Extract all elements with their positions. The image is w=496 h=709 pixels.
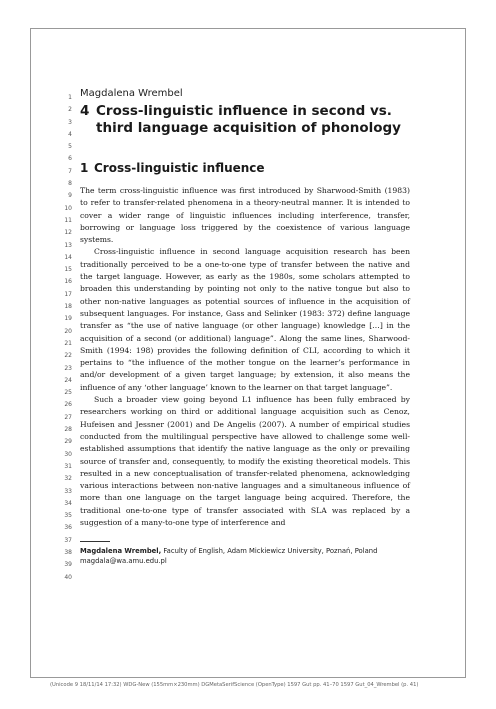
line-number: 30 (64, 450, 72, 458)
line-number: 31 (64, 462, 72, 470)
line-number: 4 (68, 130, 72, 138)
line-number: 19 (64, 315, 72, 323)
footnote-rule (80, 541, 110, 542)
line-number: 6 (68, 155, 72, 163)
crop-mark-left (30, 28, 31, 678)
line-number: 28 (64, 426, 72, 434)
footnote-affiliation: Faculty of English, Adam Mickiewicz University, Poznań, Poland (163, 547, 378, 556)
footnote-email: magdala@wa.amu.edu.pl (80, 557, 167, 566)
line-number: 35 (64, 512, 72, 520)
line-number: 2 (68, 106, 72, 114)
line-number: 33 (64, 487, 72, 495)
crop-mark-bottom (30, 677, 466, 678)
author-footnote (80, 546, 410, 566)
chapter-title-line-1: Cross-linguistic influence in second vs. (96, 103, 392, 119)
line-number: 14 (64, 253, 72, 261)
line-number: 26 (64, 401, 72, 409)
line-number: 32 (64, 475, 72, 483)
line-number: 24 (64, 376, 72, 384)
section-heading (80, 161, 410, 175)
author-name: Magdalena Wrembel (80, 88, 183, 99)
section-number: 1 (80, 161, 89, 175)
line-number: 37 (64, 536, 72, 544)
line-number: 36 (64, 524, 72, 532)
chapter-title-line-2: third language acquisition of phonology (96, 120, 401, 136)
line-number: 12 (64, 229, 72, 237)
line-number: 8 (68, 180, 72, 188)
section-title: Cross-linguistic influence (94, 161, 265, 175)
line-number: 40 (64, 573, 72, 581)
line-number: 21 (64, 339, 72, 347)
line-number: 3 (68, 118, 72, 126)
line-number: 1 (68, 94, 72, 101)
crop-mark-right (465, 28, 466, 678)
line-number: 5 (68, 143, 72, 151)
line-number: 34 (64, 499, 72, 507)
line-number: 18 (64, 303, 72, 311)
line-number-column (56, 92, 72, 584)
line-number: 9 (68, 192, 72, 200)
line-number: 23 (64, 364, 72, 372)
line-number: 27 (64, 413, 72, 421)
line-number: 39 (64, 561, 72, 569)
crop-mark-top (30, 28, 466, 29)
paragraph-2: Cross-linguistic influence in second language acquisition research has been traditionally perceived to be a one-to-one type of transfer between the native and the target language. However, as early as the 1980s, some scholars attempted to broaden this understanding by pointing not only to the native tongue but also to other non-native languages as potential sources of influence in the acquisition of subsequent languages. For instance, Gass and Selinker (1983: 372) define language transfer as “the use of native language (or other language) knowledge […] in the acquisition of a second (or additional) language”. Along the same lines, Sharwood-Smith (1994: 198) provides the following definition of CLI, according to which it pertains to “the influence of the mother tongue on the learner’s performance in and/or development of a given target language; by extension, it also means the influence of any ‘other language’ known to the learner on that target language”. (80, 247, 410, 392)
page-body (80, 87, 410, 566)
print-slug-line: (Unicode 9 18/11/14 17:32) WDG-New (155mm×230mm) DGMetaSerifScience (OpenType) 1597 Gut pp. 41–70 1597 Gut_04_Wrembel (p. 41) (50, 682, 419, 688)
line-number: 20 (64, 327, 72, 335)
line-number: 7 (68, 167, 72, 175)
paragraph-1: The term cross-linguistic influence was first introduced by Sharwood-Smith (1983) to refer to transfer-related phenomena in a theory-neutral manner. It is intended to cover a wider range of linguistic influences including interference, transfer, borrowing or language loss triggered by the coexistence of various language systems. (80, 186, 410, 245)
line-number: 13 (64, 241, 72, 249)
line-number: 10 (64, 204, 72, 212)
footnote-author-name: Magdalena Wrembel, (80, 547, 162, 556)
line-number: 17 (64, 290, 72, 298)
line-number: 25 (64, 389, 72, 397)
chapter-title-text (96, 103, 401, 137)
chapter-title (80, 103, 410, 137)
line-number: 38 (64, 548, 72, 556)
line-number: 15 (64, 266, 72, 274)
line-number: 29 (64, 438, 72, 446)
paragraph-3: Such a broader view going beyond L1 influence has been fully embraced by researchers working on third or additional language acquisition such as Cenoz, Hufeisen and Jessner (2001) and De Angelis (2007). A number of empirical studies conducted from the multilingual perspective have allowed to challenge some well-established assumptions that identify the native language as the only or prevailing source of transfer and, consequently, to modify the existing theoretical models. This resulted in a new conceptualisation of transfer-related phenomena, acknowledging various interactions between non-native languages and a simultaneous influence of more than one language on the target language being acquired. Therefore, the traditional one-to-one type of transfer associated with SLA was replaced by a suggestion of a many-to-one type of interference and (80, 395, 410, 528)
line-number: 16 (64, 278, 72, 286)
line-number: 11 (64, 216, 72, 224)
line-number: 22 (64, 352, 72, 360)
chapter-number: 4 (80, 103, 90, 119)
